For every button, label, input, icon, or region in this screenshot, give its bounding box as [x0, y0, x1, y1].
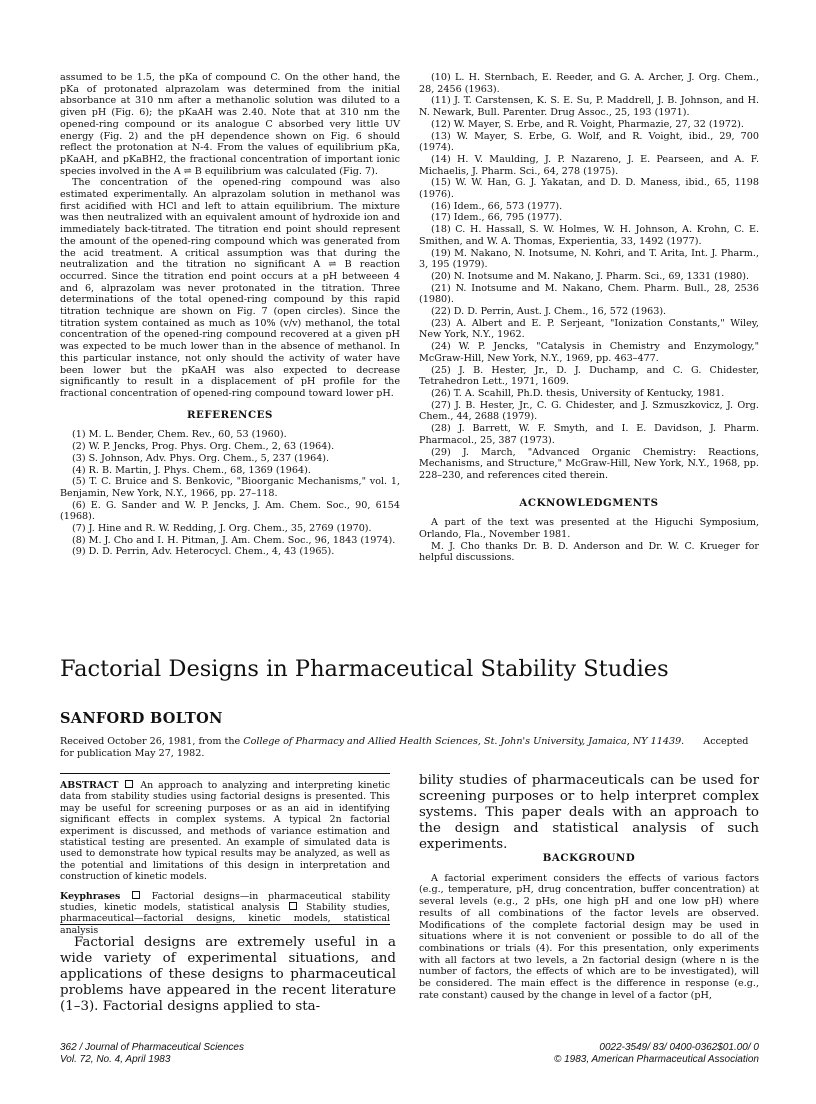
background-heading: BACKGROUND	[542, 852, 636, 864]
reference-item: (27) J. B. Hester, Jr., C. G. Chidester, and J. Szmuszkovicz, J. Org. Chem., 44, 2688 (1979).	[419, 399, 759, 423]
reference-item: (11) J. T. Carstensen, K. S. E. Su, P. Maddrell, J. B. Johnson, and H. N. Newark, Bull. Parenter. Drug Assoc., 25, 193 (1971).	[419, 95, 759, 119]
keyphrases-text: Factorial designs—in pharmaceutical stability studies, kinetic models, statistical analysis	[60, 890, 390, 914]
reference-item: (14) H. V. Maulding, J. P. Nazareno, J. E. Pearseen, and A. F. Michaelis, J. Pharm. Sci., 64, 278 (1975).	[419, 153, 759, 177]
reference-item: (10) L. H. Sternbach, E. Reeder, and G. A. Archer, J. Org. Chem., 28, 2456 (1963).	[419, 72, 759, 95]
issn: 0022-3549/ 83/ 0400-0362$01.00/ 0	[599, 1042, 759, 1053]
reference-item: (19) M. Nakano, N. Inotsume, N. Kohri, and T. Arita, Int. J. Pharm., 3, 195 (1979).	[419, 247, 759, 271]
box-bullet-icon	[125, 780, 133, 788]
reference-item: (22) D. D. Perrin, Aust. J. Chem., 16, 572 (1963).	[431, 306, 667, 318]
box-bullet-icon	[132, 891, 140, 899]
article-author: SANFORD BOLTON	[60, 710, 223, 727]
reference-item: (3) S. Johnson, Adv. Phys. Org. Chem., 5, 237 (1964).	[72, 452, 330, 464]
lead-paragraph-left: Factorial designs are extremely useful in a wide variety of experimental situations, and applications of these designs to pharmaceutical problems have appeared in the recent literature (1–3). Factorial designs applied to sta-	[60, 935, 396, 1014]
background-text: A factorial experiment considers the effects of various factors (e.g., temperature, pH, drug concentration, buffer concentration) at several levels (e.g., 2 pHs, one high pH and one low pH) where results of all combinations of the factor levels are observed. Modifications of the complete factorial design may be used in situations where it is not convenient or possible to do all of the combinations or trials (4). For this presentation, only experiments with all factors at two levels, a 2n factorial design (where n is the number of factors, the effects of which are to be investigated), will be considered. The main effect is the difference in response (e.g., rate constant) caused by the change in level of a factor (pH,	[419, 872, 759, 1001]
reference-item: (26) T. A. Scahill, Ph.D. thesis, University of Kentucky, 1981.	[431, 387, 725, 399]
reference-item: (28) J. Barrett, W. F. Smyth, and I. E. Davidson, J. Pharm. Pharmacol., 25, 387 (1973).	[419, 423, 759, 446]
reference-item: (13) W. Mayer, S. Erbe, G. Wolf, and R. Voight, ibid., 29, 700 (1974).	[419, 130, 759, 154]
background-section	[419, 853, 759, 1001]
reference-item: (23) A. Albert and E. P. Serjeant, "Ionization Constants," Wiley, New York, N.Y., 1962.	[419, 317, 759, 341]
reference-item: (1) M. L. Bender, Chem. Rev., 60, 53 (1960).	[72, 429, 287, 441]
abstract-box	[60, 773, 391, 936]
reference-item: (2) W. P. Jencks, Prog. Phys. Org. Chem., 2, 63 (1964).	[72, 441, 335, 453]
footer-right	[554, 1042, 759, 1066]
acknowledgments-heading: ACKNOWLEDGMENTS	[519, 496, 659, 509]
reference-item: (29) J. March, "Advanced Organic Chemistry: Reactions, Mechanisms, and Structure," McGraw-Hill, New York, N.Y., 1968, pp. 228–230, and references cited therein.	[419, 446, 759, 481]
reference-item: (16) Idem., 66, 573 (1977).	[431, 200, 563, 212]
received-line	[60, 736, 760, 759]
references-heading: REFERENCES	[186, 408, 273, 421]
acknowledgment-text: M. J. Cho thanks Dr. B. D. Anderson and Dr. W. C. Krueger for helpful discussions.	[419, 540, 759, 564]
page-journal: 362 / Journal of Pharmaceutical Sciences	[60, 1042, 244, 1053]
body-paragraph: The concentration of the opened-ring compound was also estimated experimentally. An alprazolam solution in methanol was first acidified with HCl and left to attain equilibrium. The mixture was then neutralized with an equivalent amount of hydroxide ion and immediately back-titrated. The titration end point should represent the amount of the opened-ring compound which was generated from the acid treatment. A critical assumption was that during the neutralization and the titration no significant A ⇌ B reaction occurred. Since the titration end point occurs at a pH betweeen 4 and 6, alprazolam was never protonated in the titration. Three determinations of the total opened-ring compound by this rapid titration technique are shown on Fig. 7 (open circles). Since the titration system contained as much as 10% (v/v) methanol, the total concentration of the opened-ring compound recovered at a given pH was expected to be much lower than in the absence of methanol. In this particular instance, not only should the activity of water have been lower but the pKaAH was also expected to decrease significantly to result in a displacement of pH profile for the fractional concentration of opened-ring compound toward lower pH.	[60, 177, 400, 399]
reference-list-left	[60, 429, 400, 558]
reference-item: (20) N. Inotsume and M. Nakano, J. Pharm. Sci., 69, 1331 (1980).	[431, 270, 750, 282]
journal-volume: Vol. 72, No. 4, April 1983	[60, 1054, 171, 1065]
abstract-text: An approach to analyzing and interpreting kinetic data from stability studies using factorial designs is presented. This may be useful for screening purposes or as an aid in identifying significant effects in complex systems. A typical 2n factorial experiment is discussed, and methods of variance estimation and statistical testing are presented. An example of simulated data is used to demonstrate how typical results may be analyzed, as well as the potential and limitations of this design in interpretation and construction of kinetic models.	[60, 780, 391, 883]
reference-item: (21) N. Inotsume and M. Nakano, Chem. Pharm. Bull., 28, 2536 (1980).	[419, 282, 759, 306]
reference-item: (5) T. C. Bruice and S. Benkovic, "Bioorganic Mechanisms," vol. 1, Benjamin, New York, N.Y., 1966, pp. 27–118.	[60, 476, 400, 499]
reference-item: (25) J. B. Hester, Jr., D. J. Duchamp, and C. G. Chidester, Tetrahedron Lett., 1971, 1609.	[419, 364, 759, 388]
reference-item: (4) R. B. Martin, J. Phys. Chem., 68, 1369 (1964).	[72, 464, 311, 476]
reference-item: (24) W. P. Jencks, "Catalysis in Chemistry and Enzymology," McGraw-Hill, New York, N.Y., 1969, pp. 463–477.	[419, 341, 759, 364]
right-column	[419, 72, 759, 564]
reference-item: (7) J. Hine and R. W. Redding, J. Org. Chem., 35, 2769 (1970).	[72, 523, 372, 535]
reference-list-right	[419, 72, 759, 482]
received-suffix: Accepted for publication May 27, 1982.	[60, 736, 749, 759]
reference-item: (6) E. G. Sander and W. P. Jencks, J. Am. Chem. Soc., 90, 6154 (1968).	[60, 499, 400, 523]
acknowledgment-text: A part of the text was presented at the Higuchi Symposium, Orlando, Fla., November 1981.	[419, 517, 759, 541]
left-column	[60, 72, 400, 558]
keyphrases	[60, 891, 390, 937]
abstract	[60, 780, 390, 883]
keyphrases-text: Stability studies, pharmaceutical—factorial designs, kinetic models, statistical analysis	[60, 902, 391, 936]
box-bullet-icon	[289, 902, 297, 910]
article-title: Factorial Designs in Pharmaceutical Stability Studies	[60, 656, 669, 682]
body-paragraph: assumed to be 1.5, the pKa of compound C. On the other hand, the pKa of protonated alprazolam was determined from the initial absorbance at 310 nm after a methanolic solution was diluted to a given pH (Fig. 6); the pKaAH was 2.40. Note that at 310 nm the opened-ring compound or its analogue C absorbed very little UV energy (Fig. 2) and the pH dependence shown on Fig. 6 should reflect the protonation at N-4. From the values of equilibrium pKa, pKaAH, and pKaBH2, the fractional concentration of important ionic species involved in the A ⇌ B equilibrium was calculated (Fig. 7).	[60, 72, 400, 177]
received-affiliation: College of Pharmacy and Allied Health Sciences, St. John's University, Jamaica, NY 11439.	[243, 736, 685, 747]
reference-item: (15) W. W. Han, G. J. Yakatan, and D. D. Maness, ibid., 65, 1198 (1976).	[419, 177, 759, 201]
reference-item: (17) Idem., 66, 795 (1977).	[431, 212, 563, 224]
reference-item: (18) C. H. Hassall, S. W. Holmes, W. H. Johnson, A. Krohn, C. E. Smithen, and W. A. Thomas, Experientia, 33, 1492 (1977).	[419, 224, 759, 247]
footer-left	[60, 1042, 244, 1066]
reference-item: (9) D. D. Perrin, Adv. Heterocycl. Chem., 4, 43 (1965).	[72, 546, 335, 558]
abstract-label: ABSTRACT	[60, 780, 119, 791]
reference-item: (12) W. Mayer, S. Erbe, and R. Voight, Pharmazie, 27, 32 (1972).	[431, 118, 744, 130]
copyright: © 1983, American Pharmaceutical Association	[553, 1054, 759, 1065]
lead-paragraph-right: bility studies of pharmaceuticals can be used for screening purposes or to help interpret complex systems. This paper deals with an approach to the design and statistical analysis of such experiments.	[419, 773, 759, 852]
received-prefix: Received October 26, 1981, from the	[60, 736, 244, 747]
keyphrases-label: Keyphrases	[60, 890, 121, 902]
reference-item: (8) M. J. Cho and I. H. Pitman, J. Am. Chem. Soc., 96, 1843 (1974).	[72, 534, 396, 546]
